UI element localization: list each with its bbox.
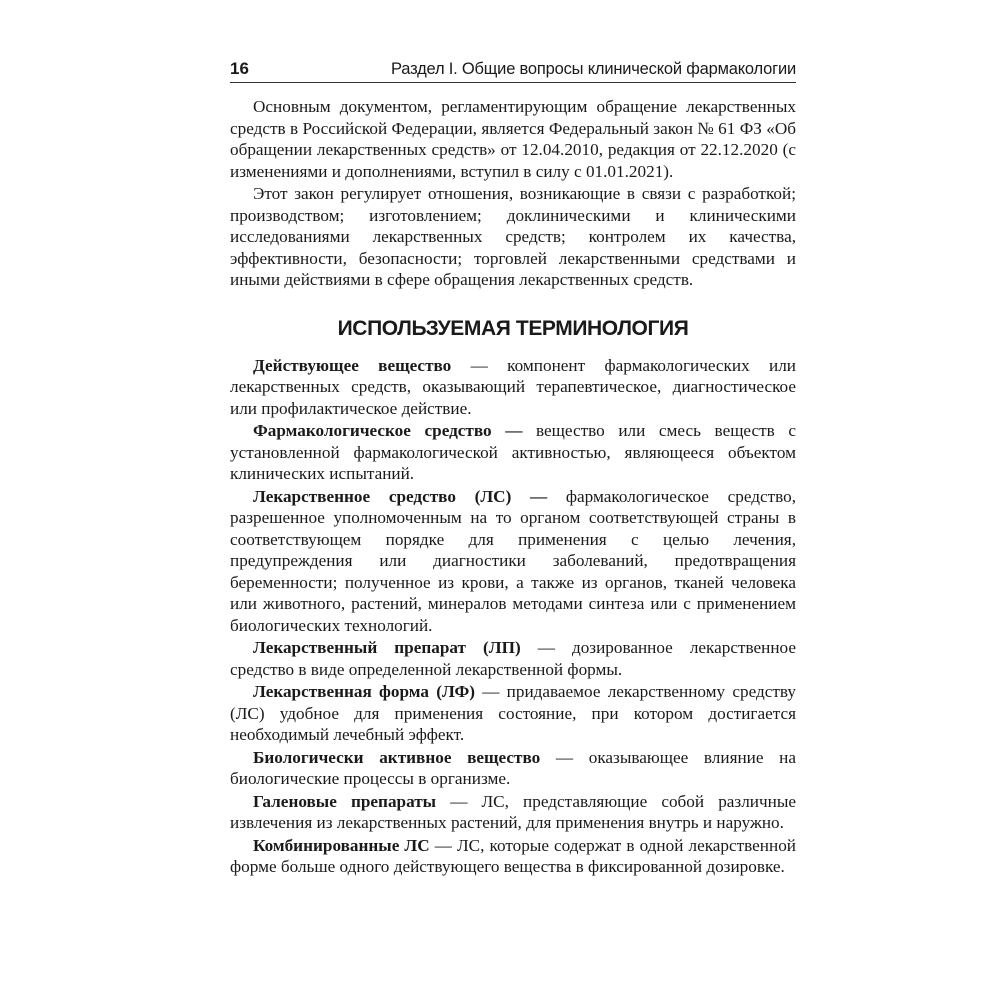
section-heading: ИСПОЛЬЗУЕМАЯ ТЕРМИНОЛОГИЯ [337, 316, 689, 340]
definition-term: Лекарственная форма (ЛФ) [253, 682, 476, 701]
definition-paragraph [230, 355, 796, 420]
definition-term: Фармакологическое средство — [253, 421, 523, 440]
definition-paragraph [230, 637, 796, 680]
definition-paragraph [230, 486, 796, 637]
definition-text: — оказывающее влияние на биологические процессы в организме. [230, 747, 796, 788]
definition-text: — компонент фармакологических или лекарственных средств, оказывающий терапевтическое, диагностическое или профилактическое действие. [230, 355, 797, 418]
definition-text: — дозированное лекарственное средство в виде определенной лекарственной формы. [230, 638, 796, 679]
definition-paragraph [230, 791, 796, 834]
definition-term: Действующее вещество [253, 355, 452, 375]
definition-text: фармакологическое средство, разрешенное уполномоченным на то органом соответствующей страны в соответствующем порядке для применения с целью лечения, предупреждения или диагностики заболеваний, предотвращения беременности; полученное из крови, а также из органов, тканей человека или животного, растений, минералов методами синтеза или с применением биологических технологий. [230, 486, 796, 635]
definition-text: — ЛС, представляющие собой различные извлечения из лекарственных растений, для применения внутрь и наружно. [230, 791, 797, 832]
definition-term: Комбинированные ЛС [253, 835, 430, 855]
definition-text: вещество или смесь веществ с установленной фармакологической активностью, являющееся объектом клинических испытаний. [230, 421, 796, 483]
definition-text: — ЛС, которые содержат в одной лекарственной форме больше одного действующего вещества в фиксированной дозировке. [230, 835, 796, 876]
paragraph: Основным документом, регламентирующим обращение лекарственных средств в Российской Федерации, является Федеральный закон № 61 ФЗ «Об обращении лекарственных средств» от 12.04.2010, редакция от 22.12.2020 (с изменениями и дополнениями, вступил в силу с 01.01.2021). [230, 97, 796, 181]
definition-paragraph [230, 420, 796, 485]
paragraph: Этот закон регулирует отношения, возникающие в связи с разработкой; производством; изготовлением; доклиническими и клиническими исследованиями лекарственных средств; контролем их качества, эффективности, безопасности; торговлей лекарственными средствами и иными действиями в сфере обращения лекарственных средств. [230, 184, 796, 289]
definition-paragraph [230, 747, 796, 790]
definition-term: Лекарственный препарат (ЛП) [253, 638, 521, 657]
page-header [230, 58, 796, 83]
definition-term: Биологически активное вещество [253, 747, 541, 767]
definition-text: — придаваемое лекарственному средству (ЛС) удобное для применения состояние, при котором достигается необходимый лечебный эффект. [230, 682, 796, 744]
definition-paragraph [230, 835, 796, 878]
definition-paragraph [230, 681, 796, 746]
body-text [230, 96, 796, 878]
running-head: Раздел I. Общие вопросы клинической фармакологии [391, 60, 796, 78]
page-number: 16 [230, 59, 249, 78]
definition-term: Лекарственное средство (ЛС) — [253, 486, 548, 506]
definition-term: Галеновые препараты [253, 791, 437, 811]
